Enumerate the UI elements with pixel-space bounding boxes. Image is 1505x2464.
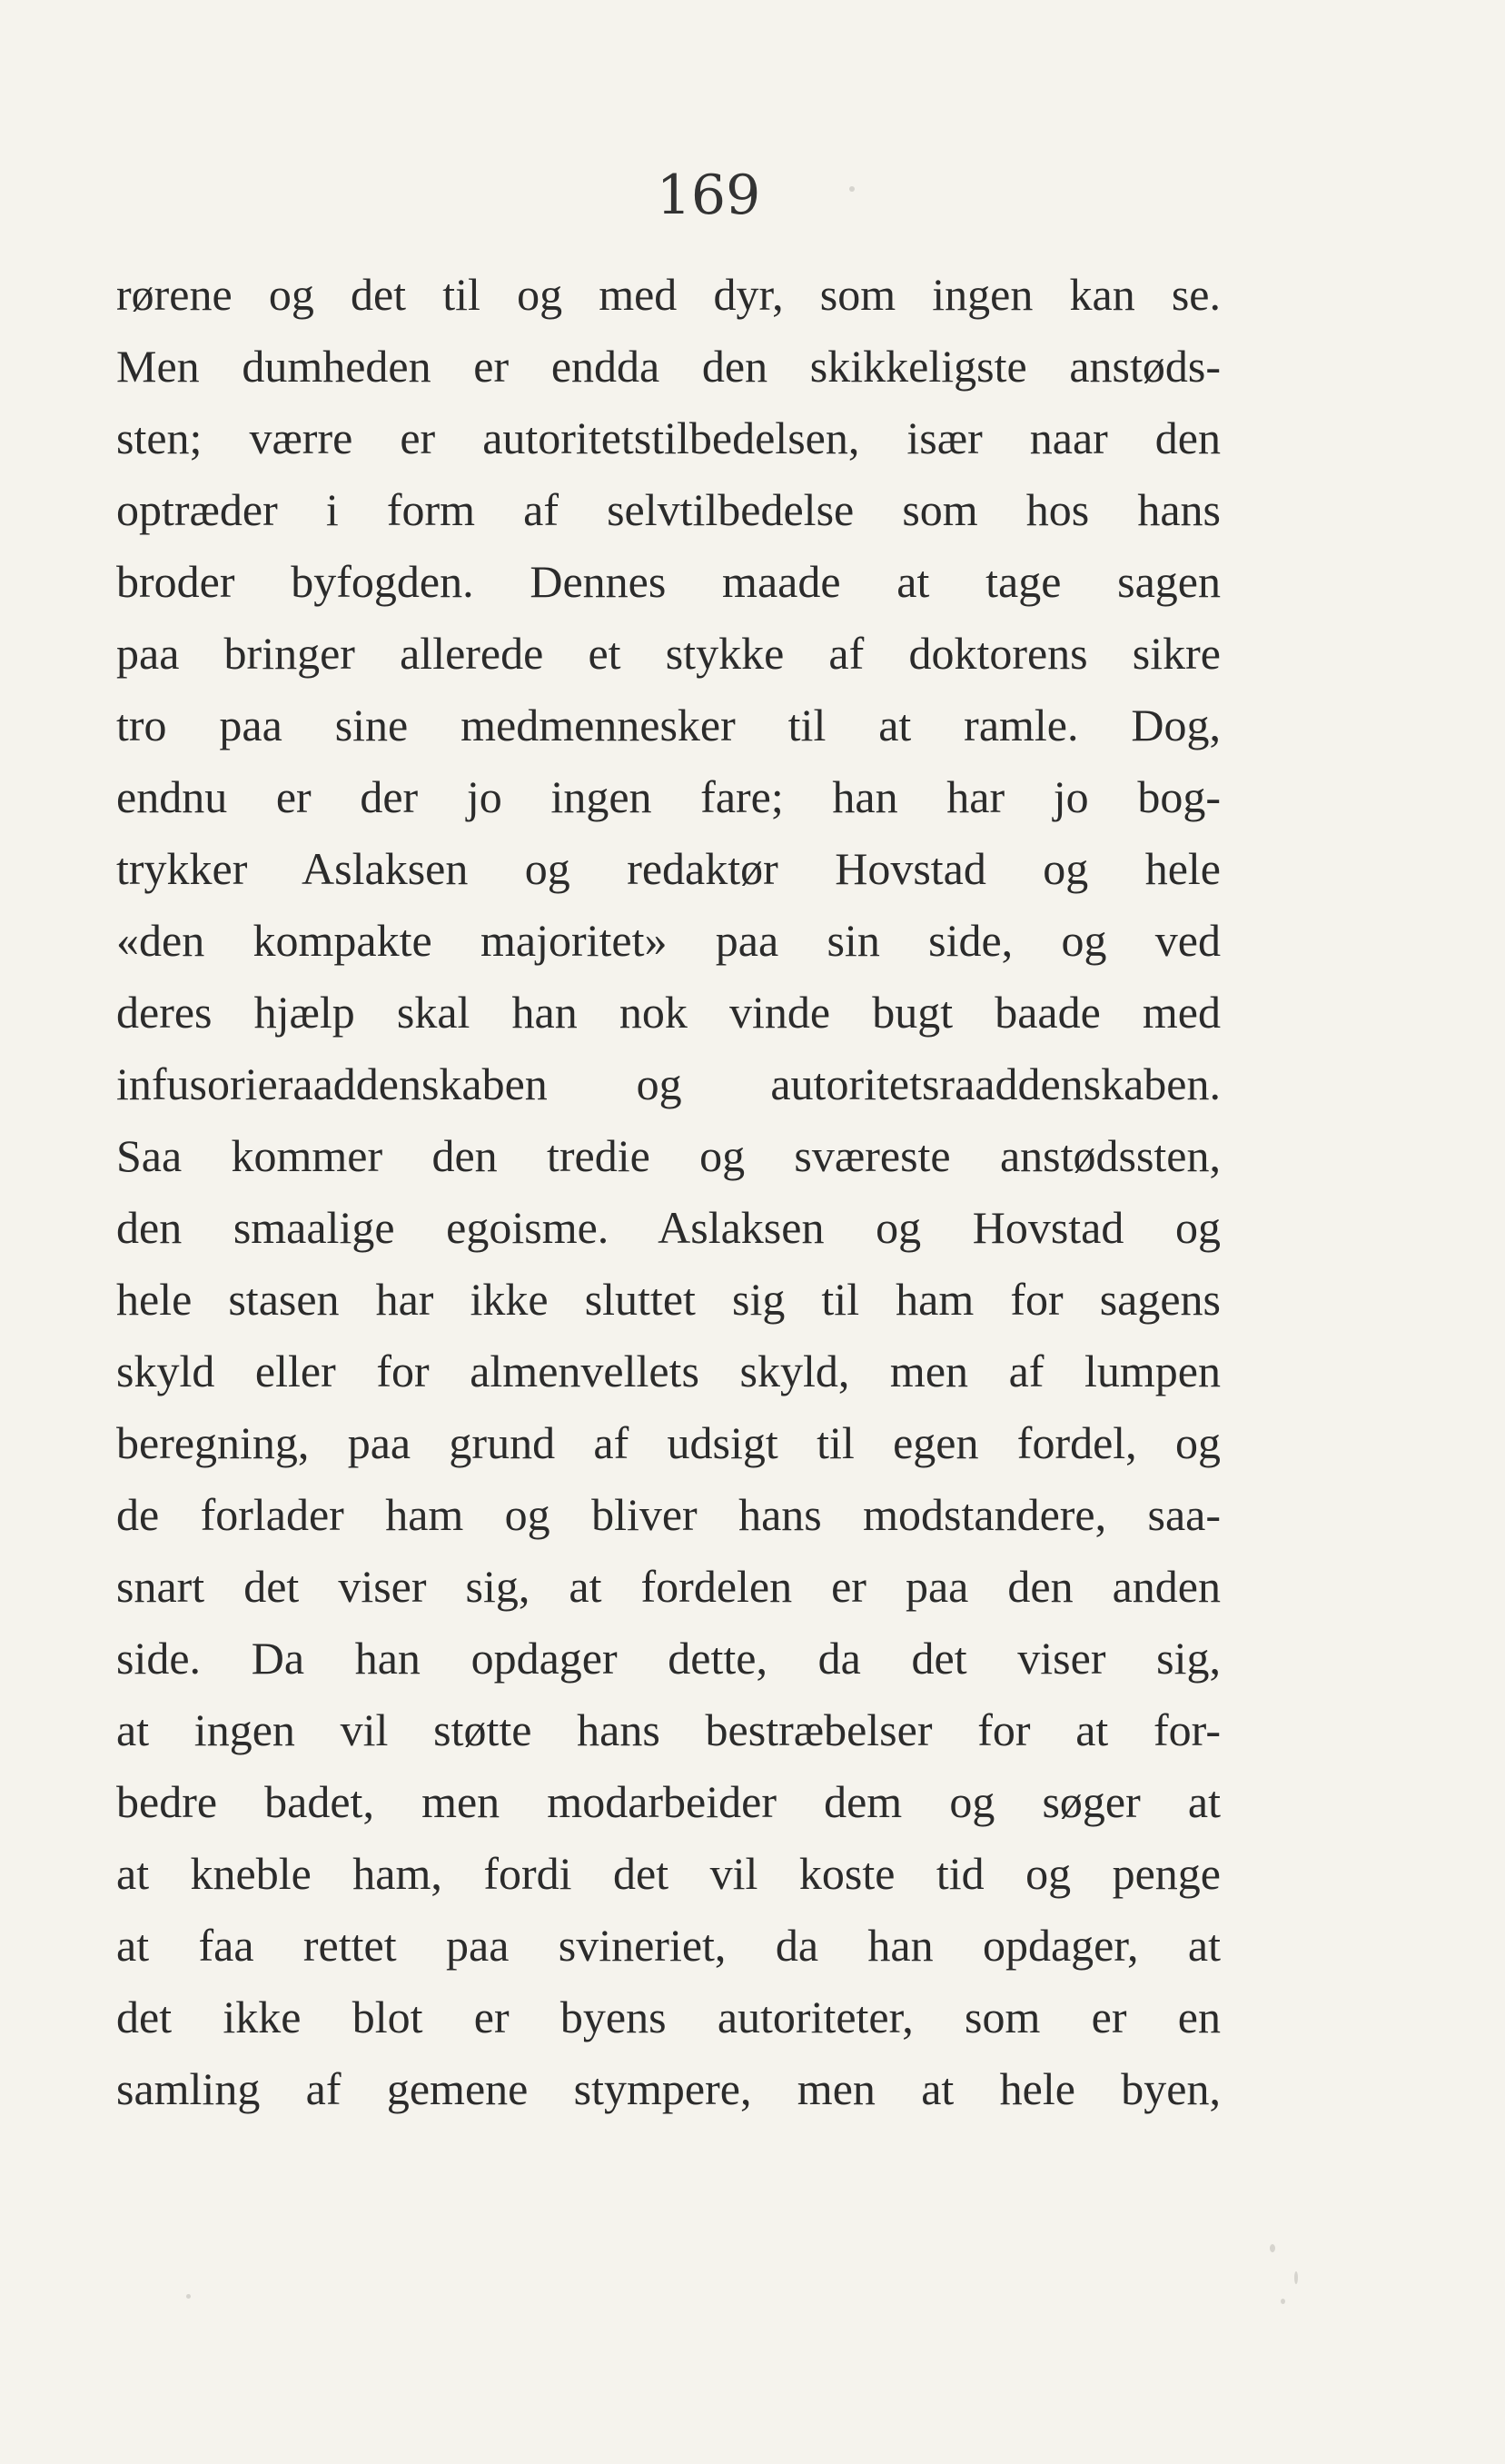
page-number: 169 <box>656 164 761 227</box>
text-line: trykker Aslaksen og redaktør Hovstad og hele <box>116 843 1221 894</box>
body-text <box>116 259 1221 2125</box>
text-line: den smaalige egoisme. Aslaksen og Hovstad og <box>116 1202 1221 1253</box>
text-line: sten; værre er autoritetstilbedelsen, især naar den <box>116 412 1221 463</box>
text-line: side. Da han opdager dette, da det viser sig, <box>116 1633 1221 1684</box>
text-line: Men dumheden er endda den skikkeligste anstøds- <box>116 341 1221 392</box>
text-line: de forlader ham og bliver hans modstandere, saa- <box>116 1489 1221 1540</box>
text-line: «den kompakte majoritet» paa sin side, og ved <box>116 915 1221 966</box>
paper-speck <box>1270 2244 1275 2252</box>
paper-speck <box>849 186 855 192</box>
text-line: infusorieraaddenskaben og autoritetsraaddenskaben. <box>116 1058 1221 1109</box>
text-line: bedre badet, men modarbeider dem og søger at <box>116 1776 1221 1827</box>
text-line: rørene og det til og med dyr, som ingen kan se. <box>116 269 1221 320</box>
text-line: det ikke blot er byens autoriteter, som er en <box>116 1992 1221 2042</box>
text-line: skyld eller for almenvellets skyld, men af lumpen <box>116 1346 1221 1396</box>
text-line: hele stasen har ikke sluttet sig til ham for sagens <box>116 1274 1221 1325</box>
text-line: beregning, paa grund af udsigt til egen fordel, og <box>116 1417 1221 1468</box>
text-line: Saa kommer den tredie og sværeste anstødssten, <box>116 1130 1221 1181</box>
text-line: at faa rettet paa svineriet, da han opdager, at <box>116 1920 1221 1971</box>
paper-speck <box>1294 2271 1298 2284</box>
paper-speck <box>1281 2299 1285 2304</box>
paper-speck <box>186 2294 191 2299</box>
text-line: optræder i form af selvtilbedelse som hos hans <box>116 484 1221 535</box>
text-line: endnu er der jo ingen fare; han har jo bog- <box>116 771 1221 822</box>
text-line: tro paa sine medmennesker til at ramle. Dog, <box>116 700 1221 750</box>
text-line: snart det viser sig, at fordelen er paa den anden <box>116 1561 1221 1612</box>
text-line: at ingen vil støtte hans bestræbelser for at for- <box>116 1704 1221 1755</box>
text-line: broder byfogden. Dennes maade at tage sagen <box>116 556 1221 607</box>
text-line: paa bringer allerede et stykke af doktorens sikre <box>116 628 1221 679</box>
text-line: at kneble ham, fordi det vil koste tid og penge <box>116 1848 1221 1899</box>
text-line: deres hjælp skal han nok vinde bugt baade med <box>116 987 1221 1038</box>
text-line: samling af gemene stympere, men at hele byen, <box>116 2063 1221 2114</box>
